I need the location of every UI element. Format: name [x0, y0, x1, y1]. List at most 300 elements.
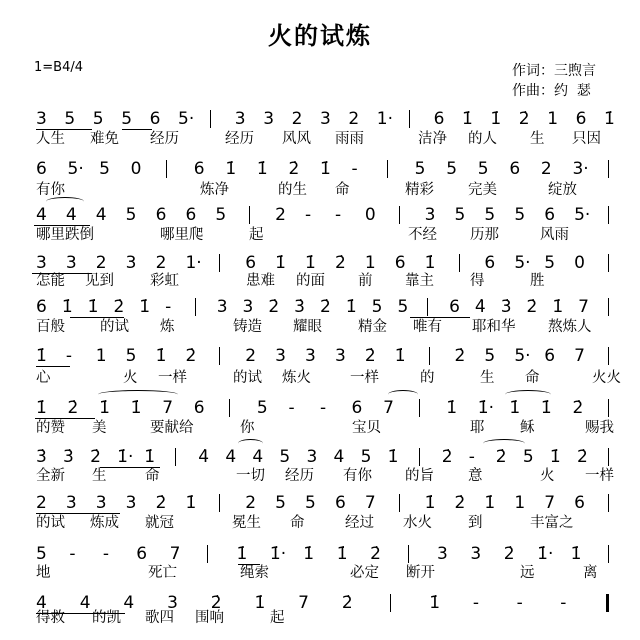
note: 5· [67, 159, 84, 179]
note: 0 [130, 159, 142, 179]
note: 4 [79, 593, 91, 613]
barline [207, 545, 208, 563]
lyric: 人生 [36, 131, 65, 147]
lyric: 不经 [408, 227, 437, 243]
note: 6 [149, 109, 161, 129]
lyric: 怎能 [36, 273, 65, 289]
note: 1 [547, 109, 559, 129]
lyric: 稣 [520, 420, 535, 436]
lyric: 的人 [468, 131, 497, 147]
barline [399, 494, 400, 512]
note: 7 [574, 346, 585, 366]
note: 3 [263, 109, 275, 129]
key-signature: 1=B4/4 [34, 60, 84, 75]
note: 2̇ [576, 447, 588, 467]
note: 1̇ [540, 398, 552, 418]
lyric: 命 [525, 370, 540, 386]
note: 6 [334, 493, 346, 513]
lyric: 有你 [343, 468, 372, 484]
lyric: 唯有 [413, 319, 442, 335]
lyric: 炼火 [282, 370, 311, 386]
note: 6 [245, 253, 257, 273]
note: 1̇ [139, 297, 151, 317]
lyric: 的试 [233, 370, 262, 386]
lyric: 胜 [530, 273, 545, 289]
lyric: 断开 [406, 565, 435, 581]
lyric: 绽放 [548, 182, 577, 198]
beam-underline [36, 513, 120, 514]
note: 6 [544, 346, 556, 366]
note: 7 [364, 493, 376, 513]
note: 1̇ [305, 253, 316, 273]
note: 1̇· [269, 544, 287, 564]
note: 3 [36, 253, 47, 273]
barline [229, 399, 230, 417]
notation-row [0, 158, 640, 180]
composer-credit: 作曲：约 瑟 [512, 83, 591, 99]
notation-row [0, 296, 640, 318]
note: 7 [298, 593, 309, 613]
note: 6 [155, 205, 167, 225]
beam-underline [36, 129, 92, 130]
barline [608, 298, 609, 316]
lyric-row [0, 467, 640, 487]
lyric-row [0, 226, 640, 246]
note: 2̇ [454, 493, 466, 513]
slur [46, 197, 84, 206]
notation-row [0, 397, 640, 419]
note: 1̇ [236, 544, 248, 564]
note: - [305, 205, 312, 225]
lyric: 彩虹 [150, 273, 179, 289]
lyric: 铸造 [233, 319, 262, 335]
note: 6 [36, 159, 47, 179]
lyric-row [0, 369, 640, 389]
note: - [334, 205, 342, 225]
lyric: 洁净 [418, 131, 447, 147]
barline [399, 206, 400, 224]
note: 6 [185, 205, 197, 225]
beam-underline [34, 225, 90, 226]
note: 5 [522, 447, 534, 467]
lyric: 一样 [350, 370, 379, 386]
lyric: 百般 [36, 319, 65, 335]
note: 2 [155, 253, 167, 273]
note: 5 [484, 346, 496, 366]
lyric: 必定 [350, 565, 379, 581]
note: 4 [252, 447, 264, 467]
barline [608, 254, 609, 272]
note: 1̇ [424, 493, 436, 513]
note: 2̇ [113, 297, 125, 317]
note: 5 [64, 109, 76, 129]
note: 0 [574, 253, 585, 273]
lyric: 的生 [278, 182, 307, 198]
lyric: 一样 [585, 468, 614, 484]
lyric: 炼净 [200, 182, 229, 198]
note: 7 [578, 297, 589, 317]
note: 2̇ [503, 544, 515, 564]
lyric: 只因 [572, 131, 601, 147]
note: 4 [36, 205, 47, 225]
note: 1̇ [490, 109, 502, 129]
note: 1̇ [256, 159, 268, 179]
note: 6 [36, 297, 47, 317]
lyric: 你 [240, 420, 255, 436]
note: 2 [36, 493, 47, 513]
note: 2 [245, 493, 257, 513]
note: 4̇ [474, 297, 486, 317]
lyric: 耶 [470, 420, 485, 436]
barline [175, 448, 176, 466]
note: 5 [446, 159, 458, 179]
lyric: 美 [92, 420, 107, 436]
lyric-row [0, 514, 640, 534]
barline [608, 206, 609, 224]
slur [505, 390, 551, 399]
lyric: 的面 [296, 273, 325, 289]
notation-row [0, 345, 640, 367]
note: 1̇ [552, 297, 564, 317]
lyric: 离 [583, 565, 598, 581]
lyric: 冕生 [232, 515, 261, 531]
note: 5 [275, 493, 286, 513]
note: 4 [95, 205, 107, 225]
note: 1̇ [604, 109, 615, 129]
note: 6 [575, 109, 587, 129]
note: 5 [279, 447, 291, 467]
note: 5 [99, 159, 110, 179]
note: 5· [514, 346, 531, 366]
note: 6 [484, 253, 496, 273]
lyric: 火 [123, 370, 138, 386]
note: 1̇ [394, 346, 406, 366]
note: 1̇ [345, 297, 357, 317]
lyric: 哪里爬 [160, 227, 204, 243]
lyric: 前 [358, 273, 373, 289]
barline [429, 347, 430, 365]
lyric: 生 [530, 131, 545, 147]
note: 1̇ [549, 447, 561, 467]
beam-underline [35, 418, 95, 419]
note: 1̇ [254, 593, 266, 613]
note: 3 [125, 253, 137, 273]
note: 2̇ [268, 297, 280, 317]
lyric: 起 [270, 610, 285, 626]
note: 2 [275, 205, 286, 225]
note: 3 [320, 109, 331, 129]
note: 5 [256, 398, 268, 418]
lyric-row [0, 419, 640, 439]
note: 3 [234, 109, 246, 129]
note: 1̇ [484, 493, 496, 513]
note: 2 [245, 346, 257, 366]
lyric: 围响 [195, 610, 224, 626]
lyric: 心 [36, 370, 51, 386]
lyric: 雨雨 [335, 131, 364, 147]
note: 1̇ [509, 398, 521, 418]
lyric: 赐我 [585, 420, 614, 436]
lyric: 见到 [85, 273, 114, 289]
note: 1̇ [61, 297, 73, 317]
note: 1̇· [537, 544, 554, 564]
note: 2̇ [341, 593, 353, 613]
lyric: 得救 [36, 610, 65, 626]
note: 0 [364, 205, 376, 225]
note: 3 [242, 297, 254, 317]
lyric: 炼 [160, 319, 175, 335]
note: - [69, 544, 76, 564]
note: 2̇ [67, 398, 79, 418]
lyric: 耀眼 [293, 319, 322, 335]
beam-underline [36, 613, 125, 614]
lyric-row [0, 130, 640, 150]
note: 5 [514, 205, 526, 225]
lyric: 生 [480, 370, 495, 386]
note: 3 [216, 297, 228, 317]
note: 6 [193, 398, 205, 418]
lyric-row [0, 318, 640, 338]
barline [608, 448, 609, 466]
beam-underline [410, 317, 470, 318]
note: 6 [544, 205, 556, 225]
barline [409, 110, 410, 128]
note: 6 [509, 159, 521, 179]
note: 1 [514, 493, 526, 513]
note: 2 [540, 159, 552, 179]
note: 1̇ [429, 593, 441, 613]
lyric: 炼成 [90, 515, 119, 531]
notation-row [0, 492, 640, 514]
note: 7 [162, 398, 174, 418]
barline [408, 545, 409, 563]
barline [219, 254, 220, 272]
note: 1̇ [320, 159, 331, 179]
lyric: 的旨 [405, 468, 434, 484]
barline [219, 494, 220, 512]
note: 1̇ [387, 447, 399, 467]
lyric: 一切 [236, 468, 265, 484]
lyric: 远 [520, 565, 535, 581]
note: 3̇ [63, 447, 74, 467]
note: - [288, 398, 295, 418]
note: 2̇ [370, 544, 381, 564]
lyric: 火 [540, 468, 555, 484]
notation-row [0, 204, 640, 226]
note: 5 [397, 297, 409, 317]
lyric: 熬炼人 [548, 319, 592, 335]
note: 6 [433, 109, 445, 129]
note: 4 [36, 593, 47, 613]
lyricist-credit: 作词：三煦言 [512, 63, 596, 79]
note: 5 [121, 109, 133, 129]
beam-underline [238, 564, 260, 565]
lyric: 歌四 [145, 610, 174, 626]
note: 2̇ [526, 297, 538, 317]
lyric: 哪里跌倒 [36, 227, 94, 243]
lyric: 要献给 [150, 420, 194, 436]
barline [608, 347, 609, 365]
note: 2 [95, 253, 107, 273]
note: 3 [275, 346, 286, 366]
barline [608, 494, 609, 512]
barline [210, 110, 211, 128]
note: - [102, 544, 109, 564]
note: 1̇· [477, 398, 494, 418]
note: 1̇ [336, 544, 348, 564]
note: 4 [225, 447, 237, 467]
note: - [516, 593, 523, 613]
note: 5 [371, 297, 383, 317]
note: 1· [376, 109, 394, 129]
lyric: 靠主 [405, 273, 434, 289]
note: 1· [185, 253, 202, 273]
lyric: 精金 [358, 319, 387, 335]
note: 1̇ [225, 159, 237, 179]
note: 3 [334, 346, 346, 366]
note: 3 [125, 493, 137, 513]
note: - [65, 346, 73, 366]
note: 1̇ [185, 493, 197, 513]
note: 2 [348, 109, 360, 129]
lyric-row [0, 272, 640, 292]
note: 3̇ [294, 297, 305, 317]
notation-row [0, 543, 640, 565]
lyric: 有你 [36, 182, 65, 198]
beam-underline [32, 273, 92, 274]
lyric: 命 [145, 468, 160, 484]
lyric: 地 [36, 565, 51, 581]
lyric: 的凯 [92, 610, 121, 626]
lyric: 完美 [468, 182, 497, 198]
lyric: 意 [468, 468, 483, 484]
beam-underline [100, 467, 160, 468]
lyric-row [0, 564, 640, 584]
note: - [468, 447, 475, 467]
note: 5 [414, 159, 426, 179]
note: 2̇ [155, 493, 167, 513]
slur [483, 439, 525, 448]
note: 1 [95, 346, 107, 366]
lyric: 一样 [158, 370, 187, 386]
lyric: 丰富之 [530, 515, 574, 531]
note: 1̇ [36, 346, 47, 366]
lyric: 生 [92, 468, 107, 484]
note: 1̇ [155, 346, 167, 366]
note: 5 [125, 346, 137, 366]
note: 1̇ [462, 109, 473, 129]
lyric: 起 [249, 227, 264, 243]
note: 5 [484, 205, 496, 225]
barline [219, 347, 220, 365]
note: 7 [169, 544, 181, 564]
lyric: 命 [335, 182, 350, 198]
note: 1 [364, 253, 376, 273]
note: 5 [544, 253, 556, 273]
note: 3 [36, 109, 47, 129]
note: 3 [95, 493, 107, 513]
lyric: 经历 [225, 131, 254, 147]
note: 2̇ [90, 447, 101, 467]
barline [419, 399, 420, 417]
note: 1̇ [36, 398, 47, 418]
barline [195, 298, 196, 316]
note: 1̇ [144, 447, 156, 467]
barline [249, 206, 250, 224]
note: 2̇ [210, 593, 222, 613]
note: 4 [333, 447, 345, 467]
note: 3 [305, 346, 316, 366]
note: 2̇ [364, 346, 376, 366]
note: 1̇ [87, 297, 99, 317]
barline [166, 160, 167, 178]
barline [387, 160, 388, 178]
slur [98, 390, 178, 399]
lyric: 宝贝 [352, 420, 381, 436]
note: 3 [306, 447, 318, 467]
lyric: 绳索 [240, 565, 269, 581]
note: 1̇ [99, 398, 110, 418]
lyric: 经过 [345, 515, 374, 531]
note: 1̇· [117, 447, 134, 467]
note: 2̇ [288, 159, 300, 179]
note: 6 [193, 159, 205, 179]
note: 2̇ [441, 447, 453, 467]
note: - [351, 159, 358, 179]
song-title: 火的试炼 [268, 22, 372, 50]
barline [419, 448, 420, 466]
note: 5 [454, 205, 466, 225]
note: 5 [125, 205, 137, 225]
note: 3̇ [36, 447, 47, 467]
lyric: 耶和华 [472, 319, 516, 335]
note: 3 [424, 205, 436, 225]
note: 1̇ [130, 398, 142, 418]
lyric: 的试 [100, 319, 129, 335]
note: - [560, 593, 567, 613]
note: 5 [305, 493, 316, 513]
note: 7 [383, 398, 394, 418]
lyric: 火火 [592, 370, 621, 386]
note: 4 [123, 593, 135, 613]
barline [459, 254, 460, 272]
lyric-row [0, 609, 640, 629]
notation-row [0, 446, 640, 468]
note: 1̇ [275, 253, 286, 273]
note: 5· [514, 253, 531, 273]
note: 5· [574, 205, 591, 225]
lyric: 的 [420, 370, 435, 386]
note: 1̇ [424, 253, 436, 273]
note: 7 [544, 493, 556, 513]
note: 1̇ [446, 398, 458, 418]
note: 3 [65, 253, 77, 273]
note: 6 [394, 253, 406, 273]
lyric: 全新 [36, 468, 65, 484]
lyric: 难免 [90, 131, 119, 147]
lyric: 经历 [285, 468, 314, 484]
note: 4 [65, 205, 77, 225]
lyric: 精彩 [405, 182, 434, 198]
barline [427, 298, 428, 316]
lyric: 命 [290, 515, 305, 531]
note: 1̇ [303, 544, 315, 564]
note: 2̇ [320, 297, 331, 317]
lyric: 的赞 [36, 420, 65, 436]
note: 2̇ [572, 398, 584, 418]
note: 3̇ [500, 297, 512, 317]
note: 5 [36, 544, 47, 564]
